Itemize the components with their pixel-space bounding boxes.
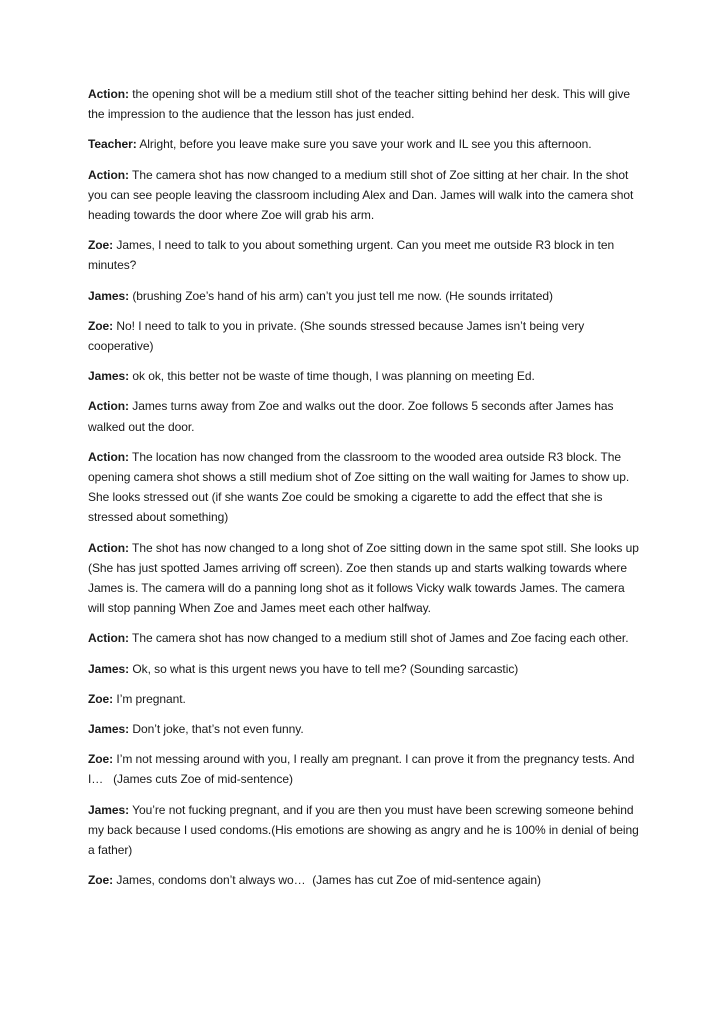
script-paragraph: [88, 628, 644, 648]
script-paragraph: [88, 538, 644, 619]
script-paragraph: [88, 870, 644, 890]
speaker-label: Zoe:: [88, 752, 114, 767]
script-paragraph: [88, 749, 644, 789]
script-paragraph: [88, 447, 644, 528]
paragraph-text: Don’t joke, that’s not even funny.: [129, 722, 304, 737]
speaker-label: Action:: [88, 631, 129, 646]
speaker-label: Zoe:: [88, 238, 114, 253]
paragraph-text: (brushing Zoe’s hand of his arm) can’t you just tell me now. (He sounds irritated): [129, 288, 553, 303]
paragraph-text: No! I need to talk to you in private. (She sounds stressed because James isn’t being very cooperative): [88, 318, 585, 354]
script-paragraph: [88, 316, 644, 356]
speaker-label: Action:: [88, 87, 129, 101]
speaker-label: James:: [88, 661, 130, 676]
paragraph-text: ok ok, this better not be waste of time though, I was planning on meeting Ed.: [129, 369, 535, 384]
paragraph-text: the opening shot will be a medium still shot of the teacher sitting behind her desk. This will give the impression to the audience that the lesson has just ended.: [88, 87, 631, 122]
speaker-label: Action:: [88, 540, 129, 555]
speaker-label: Action:: [88, 399, 129, 414]
script-paragraph: [88, 286, 644, 306]
script-paragraph: [88, 134, 644, 154]
paragraph-text: The location has now changed from the classroom to the wooded area outside R3 block. The opening camera shot shows a still medium shot of Zoe sitting on the wall waiting for James to show up. She looks stressed out (if she wants Zoe could be smoking a cigarette to add the effect that she is stressed about something): [88, 449, 630, 525]
script-paragraph: [88, 659, 644, 679]
script-paragraph: [88, 689, 644, 709]
speaker-label: James:: [88, 369, 130, 384]
speaker-label: Zoe:: [88, 873, 114, 888]
paragraph-text: James, I need to talk to you about something urgent. Can you meet me outside R3 block in ten minutes?: [88, 238, 615, 273]
speaker-label: Action:: [88, 449, 129, 464]
paragraph-text: I’m not messing around with you, I really am pregnant. I can prove it from the pregnancy tests. And I… (James cuts Zoe of mid-sentence): [88, 752, 638, 787]
speaker-label: James:: [88, 288, 130, 303]
paragraph-text: The shot has now changed to a long shot of Zoe sitting down in the same spot still. She looks up (She has just spotted James arriving off screen). Zoe then stands up and starts walking towards where James is. The camera will do a panning long shot as it follows Vicky walk towards James. The camera will stop panning When Zoe and James meet each other halfway.: [88, 540, 639, 616]
speaker-label: James:: [88, 802, 130, 817]
script-paragraph: [88, 235, 644, 275]
script-paragraph: [88, 719, 644, 739]
script-paragraph: [88, 800, 644, 861]
speaker-label: Action:: [88, 167, 129, 182]
speaker-label: Zoe:: [88, 318, 114, 333]
paragraph-text: The camera shot has now changed to a medium still shot of Zoe sitting at her chair. In the shot you can see people leaving the classroom including Alex and Dan. James will walk into the camera shot heading towards the door where Zoe will grab his arm.: [88, 167, 634, 223]
paragraph-text: I’m pregnant.: [113, 691, 186, 706]
paragraph-text: James, condoms don’t always wo… (James has cut Zoe of mid-sentence again): [113, 873, 541, 888]
paragraph-text: James turns away from Zoe and walks out the door. Zoe follows 5 seconds after James has walked out the door.: [88, 399, 614, 434]
speaker-label: James:: [88, 722, 130, 737]
paragraph-text: The camera shot has now changed to a medium still shot of James and Zoe facing each other.: [128, 631, 629, 646]
script-paragraph: [88, 165, 644, 226]
script-paragraph: [88, 84, 644, 124]
script-page: [88, 84, 644, 901]
paragraph-text: Alright, before you leave make sure you save your work and IL see you this afternoon.: [136, 137, 592, 152]
paragraph-text: You’re not fucking pregnant, and if you are then you must have been screwing someone behind my back because I used condoms.(His emotions are showing as angry and he is 100% in denial of being a father): [88, 802, 639, 858]
speaker-label: Zoe:: [88, 691, 114, 706]
speaker-label: Teacher:: [88, 137, 137, 152]
script-paragraph: [88, 396, 644, 436]
script-paragraph: [88, 366, 644, 386]
paragraph-text: Ok, so what is this urgent news you have to tell me? (Sounding sarcastic): [129, 661, 519, 676]
